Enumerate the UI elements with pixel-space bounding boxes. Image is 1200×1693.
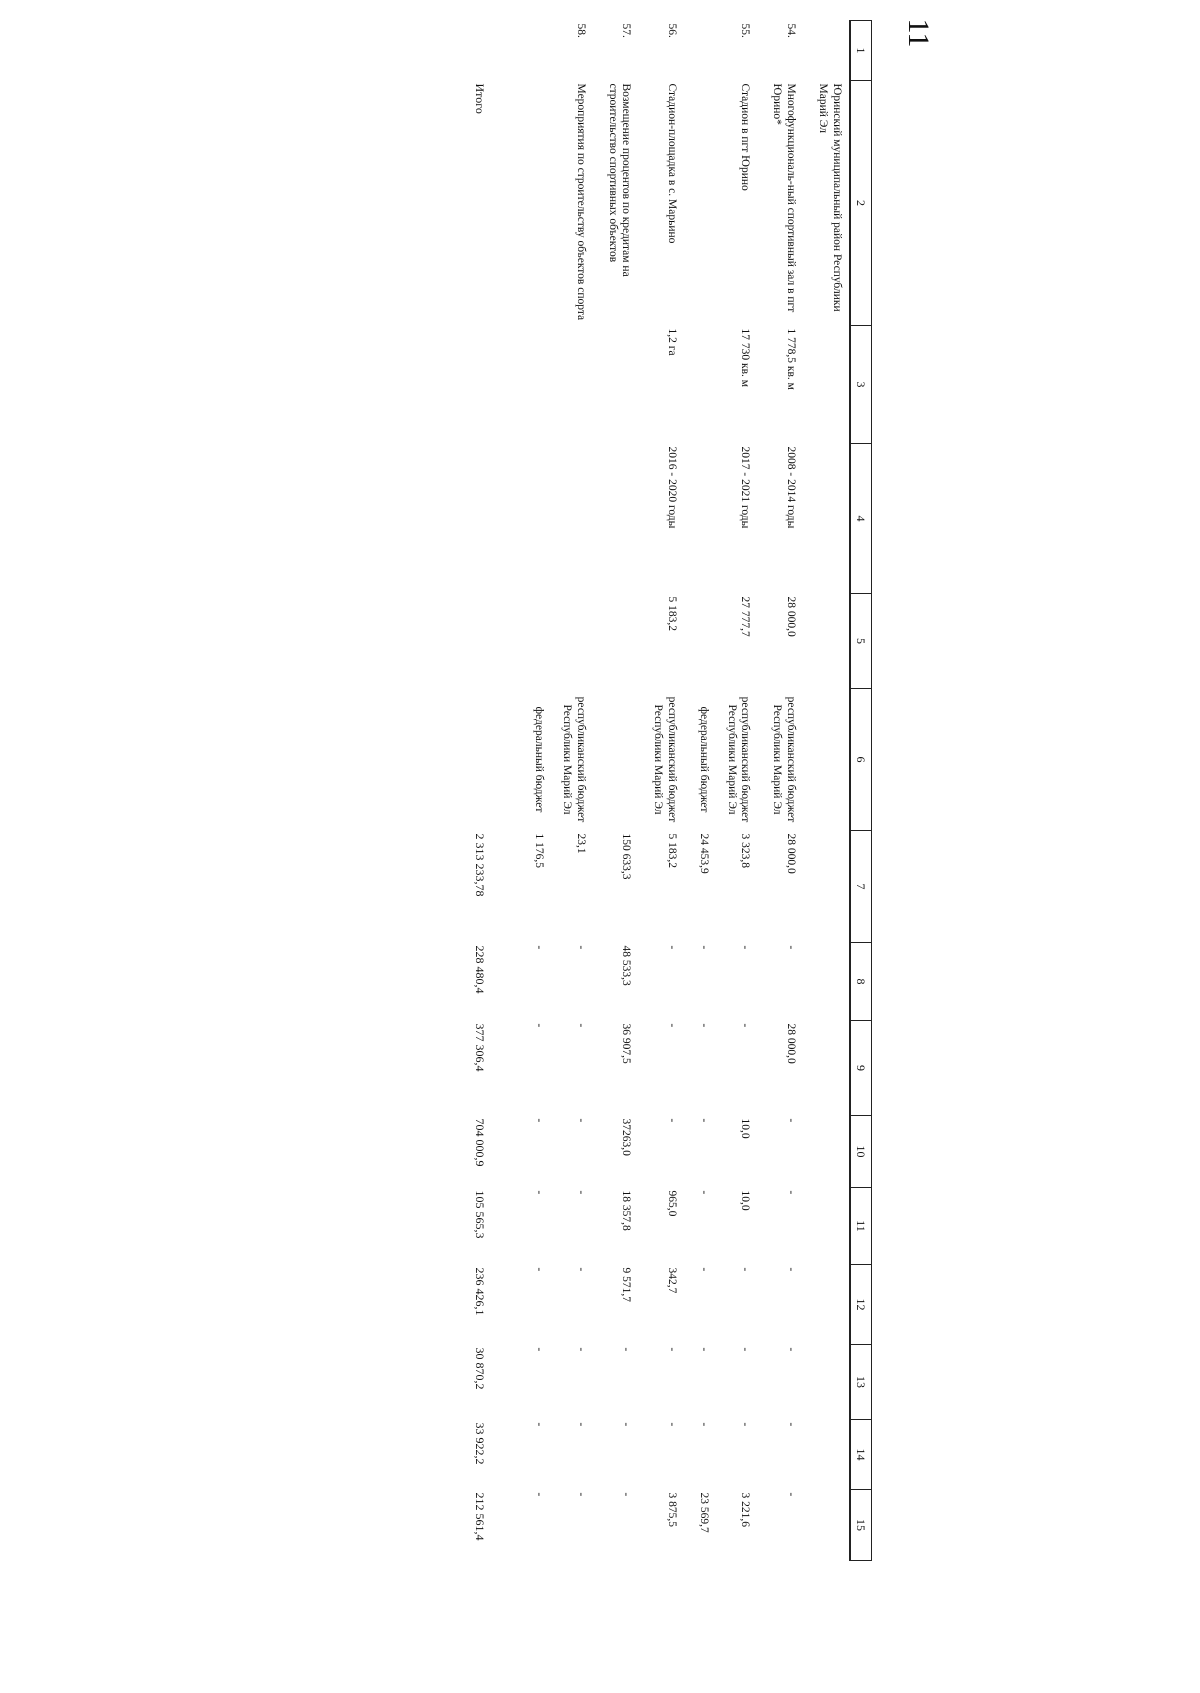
funding-source: федеральный бюджет [533, 706, 546, 813]
empty-cell [527, 326, 555, 444]
value-c8: - [533, 945, 546, 950]
value-c12: 342,7 [666, 1267, 679, 1294]
empty-cell [811, 1188, 850, 1265]
column-header-5: 5 [850, 594, 872, 689]
capacity [601, 326, 647, 444]
value-c7: 3 323,8 [739, 833, 752, 868]
value-c14: - [574, 1422, 587, 1427]
value-c10: 37263,0 [620, 1118, 633, 1156]
value-c10: - [533, 1118, 546, 1123]
empty-cell [811, 689, 850, 831]
value-c7: 28 000,0 [785, 833, 798, 874]
value-c8: - [785, 945, 798, 950]
rotated-table-container [222, 20, 872, 1560]
table-row [720, 21, 766, 1561]
value-c7: 24 453,9 [697, 833, 710, 874]
total-c13: 30 870,2 [473, 1347, 488, 1390]
empty-cell [469, 594, 527, 689]
empty-cell [469, 21, 527, 81]
value-c15: 23 569,7 [697, 1492, 710, 1533]
column-header-8: 8 [850, 943, 872, 1021]
value-c10: - [666, 1118, 679, 1123]
table-body [469, 21, 850, 1561]
funding-source: республиканский бюджет Республики Марий Эл [561, 696, 587, 823]
row-number: 55. [739, 23, 752, 38]
column-header-4: 4 [850, 444, 872, 594]
value-c7: 23,1 [574, 833, 587, 854]
value-c8: - [739, 945, 752, 950]
empty-cell [811, 1021, 850, 1116]
estimated-cost [555, 594, 601, 689]
value-c10: - [574, 1118, 587, 1123]
value-c12: - [574, 1267, 587, 1272]
total-c8: 228 480,4 [473, 945, 488, 994]
empty-cell [469, 326, 527, 444]
value-c13: - [666, 1347, 679, 1352]
empty-cell [811, 1420, 850, 1490]
object-name: Возмещение процентов по кредитам на строительство спортивных объектов [606, 83, 633, 277]
empty-cell [527, 21, 555, 81]
value-c8: - [574, 945, 587, 950]
table-row [555, 21, 601, 1561]
value-c11: 18 357,8 [620, 1190, 633, 1231]
value-c15: 3 221,6 [739, 1492, 752, 1527]
value-c13: - [620, 1347, 633, 1352]
table-row [601, 21, 647, 1561]
row-number: 56. [666, 23, 679, 38]
value-c8: 48 533,3 [620, 945, 633, 986]
value-c14: - [620, 1422, 633, 1427]
value-c13: - [533, 1347, 546, 1352]
value-c12: - [533, 1267, 546, 1272]
column-header-15: 15 [850, 1490, 872, 1561]
value-c11: - [785, 1190, 798, 1195]
empty-cell [811, 1345, 850, 1420]
funding-source: республиканский бюджет Республики Марий Эл [771, 696, 798, 823]
capacity [555, 326, 601, 444]
value-c10: - [785, 1118, 798, 1123]
value-c12: - [739, 1267, 752, 1272]
value-c12: 9 571,7 [620, 1267, 633, 1302]
column-header-14: 14 [850, 1420, 872, 1490]
column-header-7: 7 [850, 831, 872, 943]
row-number: 57. [620, 23, 633, 38]
value-c13: - [785, 1347, 798, 1352]
funding-source: республиканский бюджет Республики Марий Эл [652, 696, 679, 823]
total-c12: 236 426,1 [473, 1267, 488, 1316]
value-c8: - [697, 945, 710, 950]
total-c14: 33 922,2 [473, 1422, 488, 1465]
value-c12: - [785, 1267, 798, 1272]
empty-cell [469, 689, 527, 831]
value-c15: - [785, 1492, 798, 1497]
capacity: 1,2 га [666, 328, 679, 356]
value-c9: - [739, 1023, 752, 1028]
empty-cell [811, 943, 850, 1021]
total-c10: 704 000,9 [473, 1118, 488, 1167]
empty-cell [811, 444, 850, 594]
funding-source: республиканский бюджет Республики Марий Эл [725, 696, 752, 823]
column-number-row [850, 21, 872, 1561]
column-header-3: 3 [850, 326, 872, 444]
empty-cell [811, 594, 850, 689]
column-header-9: 9 [850, 1021, 872, 1116]
estimated-cost: 27 777,7 [739, 596, 752, 637]
capacity: 1 778,5 кв. м [785, 328, 798, 390]
value-c11: - [574, 1190, 587, 1195]
construction-period: 2008 - 2014 годы [785, 446, 798, 529]
value-c9: 28 000,0 [785, 1023, 798, 1064]
empty-cell [692, 81, 720, 326]
total-c9: 377 306,4 [473, 1023, 488, 1072]
empty-cell [469, 444, 527, 594]
construction-period: 2016 - 2020 годы [666, 446, 679, 529]
empty-cell [811, 1265, 850, 1345]
empty-cell [811, 831, 850, 943]
object-name: Стадион в пгт Юрино [739, 83, 752, 191]
value-c15: - [533, 1492, 546, 1497]
investment-table [469, 20, 872, 1561]
empty-cell [527, 81, 555, 326]
value-c9: - [666, 1023, 679, 1028]
empty-cell [527, 594, 555, 689]
value-c11: - [697, 1190, 710, 1195]
value-c14: - [666, 1422, 679, 1427]
construction-period [601, 444, 647, 594]
construction-period [555, 444, 601, 594]
value-c14: - [785, 1422, 798, 1427]
value-c11: 965,0 [666, 1190, 679, 1217]
total-c11: 105 565,3 [473, 1190, 488, 1239]
funding-source [601, 689, 647, 831]
value-c9: - [533, 1023, 546, 1028]
row-number: 54. [785, 23, 798, 38]
empty-cell [692, 594, 720, 689]
construction-period: 2017 - 2021 годы [739, 446, 752, 529]
value-c15: - [574, 1492, 587, 1497]
value-c10: 10,0 [739, 1118, 752, 1139]
group-heading: Юринский муниципальный район Республики Марий Эл [816, 83, 843, 312]
empty-cell [811, 1490, 850, 1561]
column-header-10: 10 [850, 1116, 872, 1188]
empty-cell [692, 21, 720, 81]
table-subrow [692, 21, 720, 1561]
empty-cell [811, 21, 850, 81]
table-row [646, 21, 692, 1561]
column-header-6: 6 [850, 689, 872, 831]
value-c15: - [620, 1492, 633, 1497]
value-c11: - [533, 1190, 546, 1195]
empty-cell [692, 444, 720, 594]
table-row [765, 21, 811, 1561]
value-c9: 36 907,5 [620, 1023, 633, 1064]
group-heading-row [811, 21, 850, 1561]
value-c7: 150 633,3 [620, 833, 633, 880]
total-label: Итого [473, 83, 488, 114]
empty-cell [692, 326, 720, 444]
page-number: 11 [902, 18, 935, 48]
column-header-13: 13 [850, 1345, 872, 1420]
value-c11: 10,0 [739, 1190, 752, 1211]
row-number: 58. [574, 23, 587, 38]
value-c14: - [739, 1422, 752, 1427]
column-header-11: 11 [850, 1188, 872, 1265]
value-c13: - [739, 1347, 752, 1352]
value-c7: 5 183,2 [666, 833, 679, 868]
value-c9: - [574, 1023, 587, 1028]
empty-cell [527, 444, 555, 594]
value-c14: - [697, 1422, 710, 1427]
funding-source: федеральный бюджет [697, 706, 710, 813]
object-name: Стадион-площадка в с. Марьино [666, 83, 679, 244]
value-c14: - [533, 1422, 546, 1427]
capacity: 17 730 кв. м [739, 328, 752, 388]
empty-cell [811, 1116, 850, 1188]
value-c9: - [697, 1023, 710, 1028]
value-c8: - [666, 945, 679, 950]
object-name: Мероприятия по строительству объектов спорта [574, 83, 587, 321]
value-c12: - [697, 1267, 710, 1272]
value-c10: - [697, 1118, 710, 1123]
estimated-cost [601, 594, 647, 689]
estimated-cost: 5 183,2 [666, 596, 679, 631]
empty-cell [811, 326, 850, 444]
value-c15: 3 875,5 [666, 1492, 679, 1527]
column-header-12: 12 [850, 1265, 872, 1345]
table-subrow [527, 21, 555, 1561]
total-c15: 212 561,4 [473, 1492, 488, 1541]
column-header-1: 1 [850, 21, 872, 81]
column-header-2: 2 [850, 81, 872, 326]
value-c13: - [697, 1347, 710, 1352]
estimated-cost: 28 000,0 [785, 596, 798, 637]
value-c7: 1 176,5 [533, 833, 546, 868]
object-name: Многофункциональ-ный спортивный зал в пгт Юрино* [771, 83, 798, 313]
total-c7: 2 313 233,78 [473, 833, 488, 897]
total-row [469, 21, 527, 1561]
value-c13: - [574, 1347, 587, 1352]
